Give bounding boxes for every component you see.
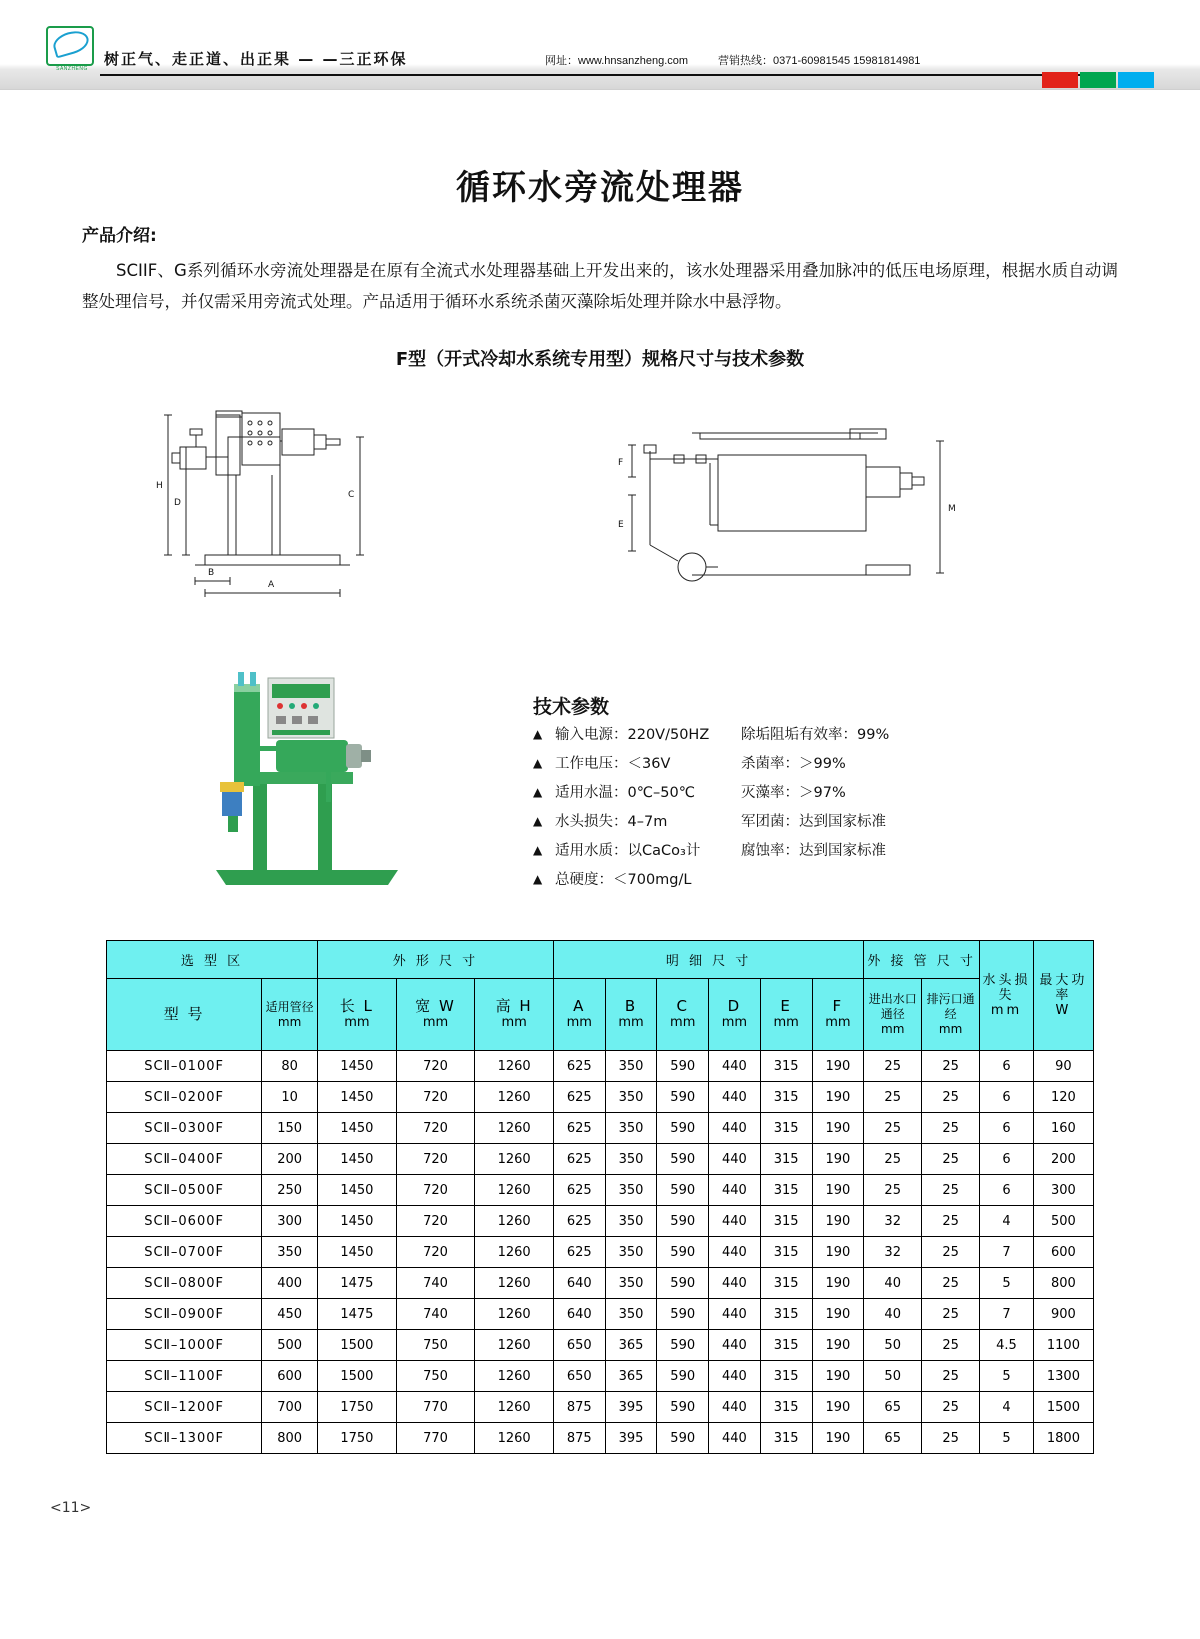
table-cell: 40 <box>864 1268 922 1299</box>
colorbar-green <box>1080 72 1116 88</box>
table-cell: 25 <box>922 1051 980 1082</box>
table-cell: 440 <box>709 1361 761 1392</box>
table-cell: 1260 <box>475 1175 554 1206</box>
table-cell: 440 <box>709 1082 761 1113</box>
spec-section-title: F型（开式冷却水系统专用型）规格尺寸与技术参数 <box>395 349 805 370</box>
table-row <box>107 1392 1094 1423</box>
tech-row <box>533 781 963 810</box>
table-cell: 32 <box>864 1206 922 1237</box>
table-cell: 315 <box>760 1082 812 1113</box>
table-cell: 350 <box>605 1268 657 1299</box>
table-cell: 315 <box>760 1392 812 1423</box>
table-cell: 1260 <box>475 1268 554 1299</box>
table-cell: 440 <box>709 1392 761 1423</box>
tech-row <box>533 723 963 752</box>
table-cell: 625 <box>553 1175 605 1206</box>
cell-model: SCⅡ–1200F <box>107 1392 262 1423</box>
table-cell: 25 <box>922 1082 980 1113</box>
tech-value: 腐蚀率：达到国家标准 <box>741 843 886 859</box>
header-website: 网址：www.hnsanzheng.com <box>545 55 689 67</box>
cell-model: SCⅡ–1000F <box>107 1330 262 1361</box>
cell-model: SCⅡ–0800F <box>107 1268 262 1299</box>
table-cell: 1260 <box>475 1330 554 1361</box>
page-number: <11> <box>50 1500 92 1516</box>
table-cell: 65 <box>864 1392 922 1423</box>
table-cell: 25 <box>922 1144 980 1175</box>
sub-header-e: E mm <box>760 979 812 1051</box>
table-cell: 1450 <box>318 1206 397 1237</box>
table-cell: 365 <box>605 1361 657 1392</box>
table-cell: 650 <box>553 1330 605 1361</box>
sub-header-b: B mm <box>605 979 657 1051</box>
table-cell: 315 <box>760 1361 812 1392</box>
table-cell: 395 <box>605 1423 657 1454</box>
table-cell: 350 <box>605 1237 657 1268</box>
table-cell: 590 <box>657 1051 709 1082</box>
table-cell: 6 <box>980 1051 1034 1082</box>
sub-header-inlet-outlet: 进出水口通径 mm <box>864 979 922 1051</box>
page-header <box>0 0 1200 90</box>
svg-text:H: H <box>156 481 163 491</box>
table-cell: 350 <box>605 1113 657 1144</box>
sub-header-f: F mm <box>812 979 864 1051</box>
spec-table-body <box>107 1051 1094 1454</box>
tech-value: 灭藻率：＞97% <box>741 785 846 801</box>
table-cell: 590 <box>657 1330 709 1361</box>
tech-row <box>533 752 963 781</box>
spec-table <box>106 940 1094 1454</box>
table-cell: 1260 <box>475 1051 554 1082</box>
sub-header-model: 型 号 <box>107 979 262 1051</box>
table-cell: 25 <box>922 1175 980 1206</box>
cell-model: SCⅡ–0900F <box>107 1299 262 1330</box>
table-cell: 315 <box>760 1144 812 1175</box>
table-cell: 5 <box>980 1268 1034 1299</box>
table-cell: 1450 <box>318 1175 397 1206</box>
table-cell: 190 <box>812 1237 864 1268</box>
table-cell: 600 <box>1033 1237 1093 1268</box>
table-cell: 440 <box>709 1423 761 1454</box>
table-cell: 700 <box>262 1392 318 1423</box>
sub-header-d: D mm <box>709 979 761 1051</box>
table-row <box>107 1144 1094 1175</box>
table-cell: 770 <box>396 1392 475 1423</box>
table-cell: 315 <box>760 1051 812 1082</box>
table-cell: 365 <box>605 1330 657 1361</box>
table-row <box>107 1051 1094 1082</box>
table-cell: 1450 <box>318 1113 397 1144</box>
table-cell: 590 <box>657 1237 709 1268</box>
table-cell: 1260 <box>475 1361 554 1392</box>
table-row <box>107 1082 1094 1113</box>
cell-model: SCⅡ–1100F <box>107 1361 262 1392</box>
table-cell: 625 <box>553 1113 605 1144</box>
colorbar-red <box>1042 72 1078 88</box>
table-cell: 625 <box>553 1051 605 1082</box>
table-cell: 720 <box>396 1113 475 1144</box>
header-hotline: 营销热线：0371-60981545 15981814981 <box>718 55 921 67</box>
table-cell: 440 <box>709 1206 761 1237</box>
table-cell: 350 <box>605 1299 657 1330</box>
table-cell: 625 <box>553 1082 605 1113</box>
power-unit: W <box>1055 1003 1072 1018</box>
table-cell: 1260 <box>475 1082 554 1113</box>
table-cell: 300 <box>1033 1175 1093 1206</box>
table-cell: 25 <box>864 1051 922 1082</box>
table-cell: 1450 <box>318 1051 397 1082</box>
table-cell: 500 <box>1033 1206 1093 1237</box>
table-cell: 1260 <box>475 1299 554 1330</box>
table-cell: 6 <box>980 1082 1034 1113</box>
tech-value: 军团菌：达到国家标准 <box>741 814 886 830</box>
table-row <box>107 1361 1094 1392</box>
svg-text:M: M <box>948 504 956 514</box>
table-cell: 740 <box>396 1268 475 1299</box>
table-cell: 5 <box>980 1423 1034 1454</box>
table-cell: 6 <box>980 1113 1034 1144</box>
table-cell: 315 <box>760 1237 812 1268</box>
table-cell: 25 <box>864 1144 922 1175</box>
table-cell: 1750 <box>318 1423 397 1454</box>
table-cell: 350 <box>605 1206 657 1237</box>
table-cell: 590 <box>657 1113 709 1144</box>
table-cell: 7 <box>980 1237 1034 1268</box>
table-cell: 10 <box>262 1082 318 1113</box>
logo-badge-icon <box>46 26 94 66</box>
table-cell: 1500 <box>1033 1392 1093 1423</box>
table-cell: 190 <box>812 1330 864 1361</box>
table-cell: 190 <box>812 1175 864 1206</box>
cell-model: SCⅡ–0300F <box>107 1113 262 1144</box>
table-cell: 190 <box>812 1144 864 1175</box>
table-sub-header-row <box>107 979 1094 1051</box>
table-cell: 640 <box>553 1268 605 1299</box>
table-cell: 25 <box>922 1361 980 1392</box>
table-cell: 4 <box>980 1392 1034 1423</box>
sub-header-height: 高 H mm <box>475 979 554 1051</box>
table-cell: 720 <box>396 1082 475 1113</box>
table-cell: 440 <box>709 1330 761 1361</box>
table-group-header-row <box>107 941 1094 979</box>
table-cell: 875 <box>553 1392 605 1423</box>
table-cell: 315 <box>760 1330 812 1361</box>
table-cell: 250 <box>262 1175 318 1206</box>
table-cell: 6 <box>980 1175 1034 1206</box>
group-header-detail: 明 细 尺 寸 <box>553 941 863 979</box>
table-cell: 1800 <box>1033 1423 1093 1454</box>
table-cell: 190 <box>812 1113 864 1144</box>
svg-text:D: D <box>174 498 181 508</box>
table-cell: 440 <box>709 1113 761 1144</box>
table-cell: 25 <box>922 1423 980 1454</box>
tech-key: 输入电源：220V/50HZ <box>555 727 710 743</box>
table-cell: 1475 <box>318 1299 397 1330</box>
table-cell: 625 <box>553 1144 605 1175</box>
table-cell: 440 <box>709 1268 761 1299</box>
table-cell: 800 <box>1033 1268 1093 1299</box>
table-cell: 875 <box>553 1423 605 1454</box>
tech-key: 总硬度：＜700mg/L <box>555 872 692 888</box>
table-cell: 590 <box>657 1268 709 1299</box>
table-cell: 90 <box>1033 1051 1093 1082</box>
table-cell: 6 <box>980 1144 1034 1175</box>
technical-drawing-side <box>600 415 970 595</box>
table-cell: 1500 <box>318 1361 397 1392</box>
page-title: 循环水旁流处理器 <box>456 168 744 208</box>
table-row <box>107 1330 1094 1361</box>
table-cell: 1260 <box>475 1206 554 1237</box>
table-cell: 600 <box>262 1361 318 1392</box>
cell-model: SCⅡ–0600F <box>107 1206 262 1237</box>
table-cell: 350 <box>605 1144 657 1175</box>
table-cell: 190 <box>812 1423 864 1454</box>
headloss-unit: mm <box>990 1003 1023 1018</box>
intro-paragraph: SCIIF、G系列循环水旁流处理器是在原有全流式水处理器基础上开发出来的，该水处理器采用叠加脉冲的低压电场原理，根据水质自动调整处理信号，并仅需采用旁流式处理。产品适用于循环水系统杀菌灭藻除垢处理并除水中悬浮物。 <box>82 261 1118 311</box>
tech-params-title: 技术参数 <box>533 696 610 718</box>
table-cell: 770 <box>396 1423 475 1454</box>
table-cell: 25 <box>922 1268 980 1299</box>
table-cell: 32 <box>864 1237 922 1268</box>
table-cell: 80 <box>262 1051 318 1082</box>
table-row <box>107 1237 1094 1268</box>
header-rule <box>100 74 1100 76</box>
tech-row <box>533 868 963 897</box>
table-cell: 900 <box>1033 1299 1093 1330</box>
table-cell: 25 <box>864 1175 922 1206</box>
bullet-triangle-icon: ▲ <box>533 872 543 886</box>
table-cell: 440 <box>709 1051 761 1082</box>
tech-value: 除垢阻垢有效率：99% <box>741 727 890 743</box>
table-cell: 4 <box>980 1206 1034 1237</box>
tech-row <box>533 810 963 839</box>
svg-text:C: C <box>348 490 355 500</box>
table-cell: 1100 <box>1033 1330 1093 1361</box>
table-cell: 800 <box>262 1423 318 1454</box>
table-cell: 625 <box>553 1206 605 1237</box>
table-cell: 625 <box>553 1237 605 1268</box>
table-cell: 1260 <box>475 1113 554 1144</box>
table-cell: 50 <box>864 1361 922 1392</box>
table-cell: 750 <box>396 1330 475 1361</box>
table-cell: 440 <box>709 1175 761 1206</box>
table-cell: 25 <box>922 1299 980 1330</box>
sub-header-length: 长 L mm <box>318 979 397 1051</box>
table-cell: 720 <box>396 1144 475 1175</box>
bullet-triangle-icon: ▲ <box>533 727 543 741</box>
table-cell: 40 <box>864 1299 922 1330</box>
table-cell: 750 <box>396 1361 475 1392</box>
table-cell: 25 <box>922 1237 980 1268</box>
table-cell: 440 <box>709 1144 761 1175</box>
table-cell: 1260 <box>475 1392 554 1423</box>
table-cell: 4.5 <box>980 1330 1034 1361</box>
intro-label: 产品介绍: <box>82 226 157 246</box>
tech-key: 水头损失：4–7m <box>555 814 668 830</box>
table-cell: 400 <box>262 1268 318 1299</box>
tech-row <box>533 839 963 868</box>
table-cell: 1750 <box>318 1392 397 1423</box>
table-cell: 200 <box>262 1144 318 1175</box>
spec-table-wrapper <box>106 940 1094 1454</box>
table-cell: 590 <box>657 1423 709 1454</box>
table-cell: 5 <box>980 1361 1034 1392</box>
table-cell: 190 <box>812 1082 864 1113</box>
cell-model: SCⅡ–0100F <box>107 1051 262 1082</box>
bullet-triangle-icon: ▲ <box>533 756 543 770</box>
table-cell: 190 <box>812 1268 864 1299</box>
table-row <box>107 1175 1094 1206</box>
table-cell: 315 <box>760 1113 812 1144</box>
svg-text:B: B <box>208 568 215 578</box>
table-cell: 315 <box>760 1423 812 1454</box>
table-row <box>107 1423 1094 1454</box>
table-cell: 160 <box>1033 1113 1093 1144</box>
bullet-triangle-icon: ▲ <box>533 785 543 799</box>
bullet-triangle-icon: ▲ <box>533 814 543 828</box>
spec-table-head <box>107 941 1094 1051</box>
technical-drawing-front <box>150 385 420 615</box>
table-cell: 740 <box>396 1299 475 1330</box>
table-cell: 1450 <box>318 1144 397 1175</box>
sub-header-pipe-dia: 适用管径 mm <box>262 979 318 1051</box>
svg-text:E: E <box>618 520 624 530</box>
table-cell: 590 <box>657 1206 709 1237</box>
table-cell: 190 <box>812 1361 864 1392</box>
table-row <box>107 1268 1094 1299</box>
table-cell: 440 <box>709 1299 761 1330</box>
table-cell: 350 <box>605 1175 657 1206</box>
group-header-headloss <box>980 941 1034 1051</box>
table-row <box>107 1299 1094 1330</box>
table-cell: 590 <box>657 1392 709 1423</box>
table-cell: 590 <box>657 1175 709 1206</box>
table-cell: 450 <box>262 1299 318 1330</box>
cell-model: SCⅡ–0200F <box>107 1082 262 1113</box>
table-cell: 50 <box>864 1330 922 1361</box>
logo-swoosh-icon <box>51 27 92 58</box>
table-cell: 720 <box>396 1175 475 1206</box>
product-photo <box>198 660 418 900</box>
table-cell: 720 <box>396 1237 475 1268</box>
table-cell: 25 <box>922 1113 980 1144</box>
tech-key: 适用水质：以CaCo₃计 <box>555 843 701 859</box>
table-cell: 350 <box>605 1082 657 1113</box>
table-cell: 25 <box>922 1392 980 1423</box>
table-cell: 590 <box>657 1361 709 1392</box>
bullet-triangle-icon: ▲ <box>533 843 543 857</box>
table-cell: 720 <box>396 1206 475 1237</box>
sub-header-width: 宽 W mm <box>396 979 475 1051</box>
table-cell: 1450 <box>318 1082 397 1113</box>
table-cell: 190 <box>812 1299 864 1330</box>
table-cell: 720 <box>396 1051 475 1082</box>
table-cell: 395 <box>605 1392 657 1423</box>
tech-key: 工作电压：＜36V <box>555 756 671 772</box>
table-row <box>107 1206 1094 1237</box>
table-cell: 590 <box>657 1144 709 1175</box>
cell-model: SCⅡ–0400F <box>107 1144 262 1175</box>
table-cell: 300 <box>262 1206 318 1237</box>
table-cell: 350 <box>262 1237 318 1268</box>
cell-model: SCⅡ–0500F <box>107 1175 262 1206</box>
table-cell: 315 <box>760 1268 812 1299</box>
table-cell: 25 <box>922 1330 980 1361</box>
table-cell: 315 <box>760 1299 812 1330</box>
tech-value: 杀菌率：＞99% <box>741 756 846 772</box>
table-cell: 7 <box>980 1299 1034 1330</box>
table-cell: 1500 <box>318 1330 397 1361</box>
table-cell: 640 <box>553 1299 605 1330</box>
tech-key: 适用水温：0℃–50℃ <box>555 785 695 801</box>
table-cell: 650 <box>553 1361 605 1392</box>
table-cell: 200 <box>1033 1144 1093 1175</box>
table-row <box>107 1113 1094 1144</box>
group-header-outline: 外 形 尺 寸 <box>318 941 554 979</box>
group-header-selection: 选 型 区 <box>107 941 318 979</box>
svg-text:F: F <box>618 458 624 468</box>
table-cell: 190 <box>812 1051 864 1082</box>
table-cell: 150 <box>262 1113 318 1144</box>
svg-text:A: A <box>268 580 275 590</box>
colorbar-blue <box>1118 72 1154 88</box>
group-header-power <box>1033 941 1093 1051</box>
table-cell: 590 <box>657 1082 709 1113</box>
table-cell: 1300 <box>1033 1361 1093 1392</box>
table-cell: 190 <box>812 1206 864 1237</box>
sub-header-a: A mm <box>553 979 605 1051</box>
table-cell: 1450 <box>318 1237 397 1268</box>
table-cell: 25 <box>864 1082 922 1113</box>
company-logo <box>46 26 98 72</box>
table-cell: 1260 <box>475 1237 554 1268</box>
tech-params-list <box>533 723 963 897</box>
table-cell: 315 <box>760 1206 812 1237</box>
table-cell: 315 <box>760 1175 812 1206</box>
power-label: 最大功率 <box>1039 973 1088 1003</box>
cell-model: SCⅡ–0700F <box>107 1237 262 1268</box>
sub-header-c: C mm <box>657 979 709 1051</box>
sub-header-drain: 排污口通经 mm <box>922 979 980 1051</box>
table-cell: 1475 <box>318 1268 397 1299</box>
table-cell: 25 <box>922 1206 980 1237</box>
headloss-label: 水头损失 <box>982 973 1031 1003</box>
table-cell: 350 <box>605 1051 657 1082</box>
logo-text: SANZHENG <box>56 66 88 72</box>
table-cell: 65 <box>864 1423 922 1454</box>
table-cell: 120 <box>1033 1082 1093 1113</box>
header-slogan: 树正气、走正道、出正果 — —三正环保 <box>104 50 408 68</box>
table-cell: 1260 <box>475 1144 554 1175</box>
table-cell: 500 <box>262 1330 318 1361</box>
table-cell: 440 <box>709 1237 761 1268</box>
cell-model: SCⅡ–1300F <box>107 1423 262 1454</box>
table-cell: 1260 <box>475 1423 554 1454</box>
group-header-pipe: 外 接 管 尺 寸 <box>864 941 980 979</box>
table-cell: 25 <box>864 1113 922 1144</box>
table-cell: 590 <box>657 1299 709 1330</box>
table-cell: 190 <box>812 1392 864 1423</box>
